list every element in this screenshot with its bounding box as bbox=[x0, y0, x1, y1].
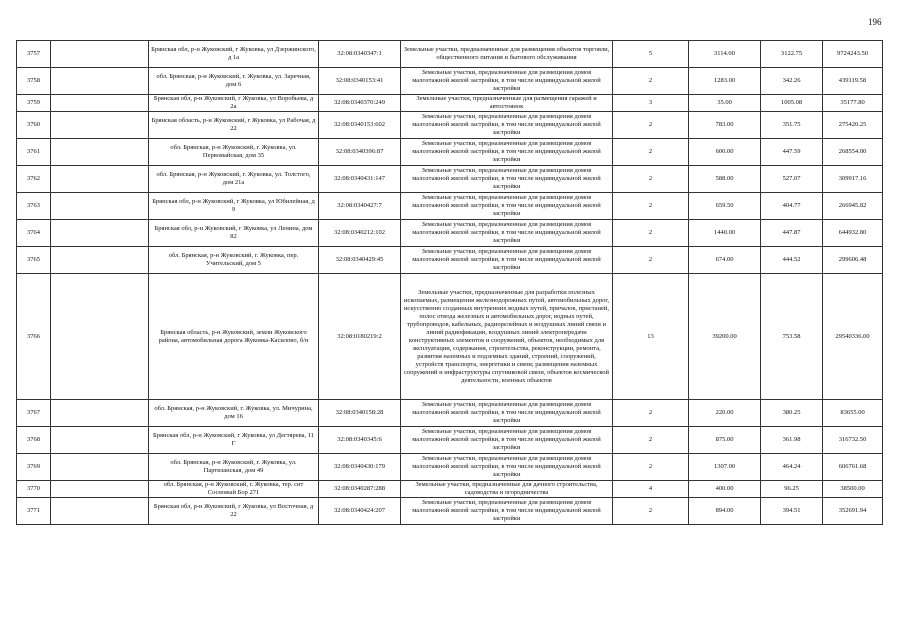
cadastral-number-cell: 32:08:0340370:249 bbox=[319, 95, 401, 112]
row-number: 3763 bbox=[17, 193, 51, 220]
land-use-cell: Земельные участки, предназначенные для размещения домов малоэтажной жилой застройки, в том числе индивидуальной жилой застройки bbox=[401, 498, 613, 525]
row-number: 3769 bbox=[17, 454, 51, 481]
group-cell: 2 bbox=[613, 220, 689, 247]
area-cell: 220.00 bbox=[689, 400, 761, 427]
cadastral-number-cell: 32:08:0340430:179 bbox=[319, 454, 401, 481]
cadastral-value-cell: 299606.48 bbox=[823, 247, 883, 274]
cadastral-number-cell: 32:08:0340347:1 bbox=[319, 41, 401, 68]
cadastral-number-cell: 32:08:0340424:207 bbox=[319, 498, 401, 525]
specific-value-cell: 351.75 bbox=[761, 112, 823, 139]
address-cell: Брянская область, р-н Жуковский, земли Жуковского района, автомобильная дорога Жуковка-Касилово, б/н bbox=[149, 274, 319, 400]
blank-cell bbox=[51, 427, 149, 454]
blank-cell bbox=[51, 193, 149, 220]
table-row bbox=[17, 112, 883, 139]
cadastral-value-cell: 352691.94 bbox=[823, 498, 883, 525]
land-use-cell: Земельные участки, предназначенные для размещения домов малоэтажной жилой застройки, в том числе индивидуальной жилой застройки bbox=[401, 454, 613, 481]
cadastral-number-cell: 32:08:0340153:602 bbox=[319, 112, 401, 139]
cadastral-value-cell: 38500.00 bbox=[823, 481, 883, 498]
land-use-cell: Земельные участки, предназначенные для размещения домов малоэтажной жилой застройки, в том числе индивидуальной жилой застройки bbox=[401, 68, 613, 95]
table-row bbox=[17, 427, 883, 454]
group-cell: 2 bbox=[613, 247, 689, 274]
specific-value-cell: 404.77 bbox=[761, 193, 823, 220]
area-cell: 35.00 bbox=[689, 95, 761, 112]
group-cell: 13 bbox=[613, 274, 689, 400]
table-row bbox=[17, 454, 883, 481]
area-cell: 600.00 bbox=[689, 139, 761, 166]
table-row bbox=[17, 498, 883, 525]
blank-cell bbox=[51, 274, 149, 400]
row-number: 3762 bbox=[17, 166, 51, 193]
blank-cell bbox=[51, 220, 149, 247]
group-cell: 2 bbox=[613, 400, 689, 427]
group-cell: 2 bbox=[613, 112, 689, 139]
specific-value-cell: 444.52 bbox=[761, 247, 823, 274]
area-cell: 3114.00 bbox=[689, 41, 761, 68]
row-number: 3771 bbox=[17, 498, 51, 525]
group-cell: 2 bbox=[613, 166, 689, 193]
address-cell: обл. Брянская, р-н Жуковский, г. Жуковка, пер. Учительский, дом 5 bbox=[149, 247, 319, 274]
area-cell: 894.00 bbox=[689, 498, 761, 525]
cadastral-value-cell: 268554.00 bbox=[823, 139, 883, 166]
address-cell: Брянская обл, р-н Жуковский, г Жуковка, ул Восточная, д 22 bbox=[149, 498, 319, 525]
specific-value-cell: 3122.75 bbox=[761, 41, 823, 68]
specific-value-cell: 394.51 bbox=[761, 498, 823, 525]
address-cell: обл. Брянская, р-н Жуковский, г. Жуковка, ул. Первомайская, дом 35 bbox=[149, 139, 319, 166]
area-cell: 674.00 bbox=[689, 247, 761, 274]
specific-value-cell: 447.59 bbox=[761, 139, 823, 166]
blank-cell bbox=[51, 481, 149, 498]
specific-value-cell: 1005.08 bbox=[761, 95, 823, 112]
group-cell: 2 bbox=[613, 454, 689, 481]
blank-cell bbox=[51, 166, 149, 193]
specific-value-cell: 380.25 bbox=[761, 400, 823, 427]
group-cell: 5 bbox=[613, 41, 689, 68]
cadastral-number-cell: 32:08:0340427:7 bbox=[319, 193, 401, 220]
group-cell: 2 bbox=[613, 498, 689, 525]
table-row bbox=[17, 41, 883, 68]
cadastral-number-cell: 32:08:0340212:102 bbox=[319, 220, 401, 247]
specific-value-cell: 527.07 bbox=[761, 166, 823, 193]
area-cell: 39200.00 bbox=[689, 274, 761, 400]
specific-value-cell: 447.87 bbox=[761, 220, 823, 247]
row-number: 3760 bbox=[17, 112, 51, 139]
table-row bbox=[17, 481, 883, 498]
cadastral-value-cell: 439119.58 bbox=[823, 68, 883, 95]
cadastral-value-cell: 275420.25 bbox=[823, 112, 883, 139]
area-cell: 1440.00 bbox=[689, 220, 761, 247]
cadastral-value-cell: 29540336.00 bbox=[823, 274, 883, 400]
blank-cell bbox=[51, 95, 149, 112]
cadastral-number-cell: 32:08:0340431:147 bbox=[319, 166, 401, 193]
cadastral-value-cell: 316732.50 bbox=[823, 427, 883, 454]
cadastral-number-cell: 32:08:0340158:28 bbox=[319, 400, 401, 427]
specific-value-cell: 753.58 bbox=[761, 274, 823, 400]
address-cell: обл. Брянская, р-н Жуковский, г. Жуковка, тер. снт Сосновый Бор 271 bbox=[149, 481, 319, 498]
land-use-cell: Земельные участки, предназначенные для размещения домов малоэтажной жилой застройки, в том числе индивидуальной жилой застройки bbox=[401, 139, 613, 166]
row-number: 3758 bbox=[17, 68, 51, 95]
cadastral-number-cell: 32:08:0340153:41 bbox=[319, 68, 401, 95]
group-cell: 2 bbox=[613, 68, 689, 95]
area-cell: 659.50 bbox=[689, 193, 761, 220]
area-cell: 588.00 bbox=[689, 166, 761, 193]
blank-cell bbox=[51, 139, 149, 166]
specific-value-cell: 342.26 bbox=[761, 68, 823, 95]
specific-value-cell: 361.98 bbox=[761, 427, 823, 454]
address-cell: Брянская обл, р-н Жуковский, г Жуковка, ул Воробьева, д 2а bbox=[149, 95, 319, 112]
area-cell: 1283.00 bbox=[689, 68, 761, 95]
address-cell: Брянская обл, р-н Жуковский, г Жуковка, ул Дзержинского, д 1а bbox=[149, 41, 319, 68]
blank-cell bbox=[51, 247, 149, 274]
cadastral-value-cell: 309917.16 bbox=[823, 166, 883, 193]
row-number: 3767 bbox=[17, 400, 51, 427]
group-cell: 4 bbox=[613, 481, 689, 498]
row-number: 3757 bbox=[17, 41, 51, 68]
address-cell: Брянская область, р-н Жуковский, г Жуковка, ул Рабочая, д 22 bbox=[149, 112, 319, 139]
land-use-cell: Земельные участки, предназначенные для размещения домов малоэтажной жилой застройки, в том числе индивидуальной жилой застройки bbox=[401, 427, 613, 454]
cadastral-value-cell: 266945.82 bbox=[823, 193, 883, 220]
table-row bbox=[17, 95, 883, 112]
land-use-cell: Земельные участки, предназначенные для размещения домов малоэтажной жилой застройки, в том числе индивидуальной жилой застройки bbox=[401, 166, 613, 193]
cadastral-number-cell: 32:08:0340429:45 bbox=[319, 247, 401, 274]
group-cell: 2 bbox=[613, 427, 689, 454]
cadastral-value-cell: 83655.00 bbox=[823, 400, 883, 427]
area-cell: 1307.00 bbox=[689, 454, 761, 481]
row-number: 3766 bbox=[17, 274, 51, 400]
blank-cell bbox=[51, 68, 149, 95]
table-row bbox=[17, 166, 883, 193]
area-cell: 875.00 bbox=[689, 427, 761, 454]
blank-cell bbox=[51, 498, 149, 525]
address-cell: обл. Брянская, р-н Жуковский, г. Жуковка, ул. Заречная, дом 6 bbox=[149, 68, 319, 95]
specific-value-cell: 96.25 bbox=[761, 481, 823, 498]
cadastral-registry-table bbox=[16, 40, 883, 525]
address-cell: Брянская обл, р-н Жуковский, г Жуковка, ул Ленина, дом 82 bbox=[149, 220, 319, 247]
table-row bbox=[17, 193, 883, 220]
address-cell: Брянская обл, р-н Жуковский, г Жуковка, ул Юбилейная, д 9 bbox=[149, 193, 319, 220]
table-row bbox=[17, 247, 883, 274]
row-number: 3768 bbox=[17, 427, 51, 454]
address-cell: обл. Брянская, р-н Жуковский, г. Жуковка, ул. Толстого, дом 21а bbox=[149, 166, 319, 193]
land-use-cell: Земельные участки, предназначенные для разработки полезных ископаемых, размещения железнодорожных путей, автомобильных дорог, искусственно созданных внутренних водных путей, причалов, пристаней, полос отвода железных и автомобильных дорог, водных путей, трубопроводов, кабельных, радиорелейных и воздушных линий связи и линий радиофикации, воздушных линий электропередачи конструктивных элементов и сооружений, объектов, необходимых для эксплуатации, содержания, строительства, реконструкции, ремонта, развития наземных и подземных зданий, строений, сооружений, устройств транспорта, энергетики и связи; размещения наземных сооружений и инфраструктуры спутниковой связи, объектов космической деятельности, военных объектов bbox=[401, 274, 613, 400]
blank-cell bbox=[51, 112, 149, 139]
table-row bbox=[17, 400, 883, 427]
table-row bbox=[17, 68, 883, 95]
table-row bbox=[17, 220, 883, 247]
blank-cell bbox=[51, 454, 149, 481]
page-number: 196 bbox=[868, 17, 882, 27]
area-cell: 400.00 bbox=[689, 481, 761, 498]
cadastral-value-cell: 9724243.50 bbox=[823, 41, 883, 68]
table-body bbox=[17, 41, 883, 525]
row-number: 3764 bbox=[17, 220, 51, 247]
cadastral-value-cell: 35177.80 bbox=[823, 95, 883, 112]
cadastral-number-cell: 32:08:0340396:87 bbox=[319, 139, 401, 166]
row-number: 3770 bbox=[17, 481, 51, 498]
specific-value-cell: 464.24 bbox=[761, 454, 823, 481]
row-number: 3759 bbox=[17, 95, 51, 112]
land-use-cell: Земельные участки, предназначенные для размещения домов малоэтажной жилой застройки, в том числе индивидуальной жилой застройки bbox=[401, 220, 613, 247]
group-cell: 2 bbox=[613, 193, 689, 220]
area-cell: 783.00 bbox=[689, 112, 761, 139]
group-cell: 3 bbox=[613, 95, 689, 112]
land-use-cell: Земельные участки, предназначенные для размещения домов малоэтажной жилой застройки, в том числе индивидуальной жилой застройки bbox=[401, 400, 613, 427]
land-use-cell: Земельные участки, предназначенные для размещения домов малоэтажной жилой застройки, в том числе индивидуальной жилой застройки bbox=[401, 112, 613, 139]
table-row bbox=[17, 274, 883, 400]
land-use-cell: Земельные участки, предназначенные для размещения гаражей и автостоянок bbox=[401, 95, 613, 112]
land-use-cell: Земельные участки, предназначенные для размещения домов малоэтажной жилой застройки, в том числе индивидуальной жилой застройки bbox=[401, 247, 613, 274]
cadastral-number-cell: 32:08:0340345:6 bbox=[319, 427, 401, 454]
table-row bbox=[17, 139, 883, 166]
cadastral-number-cell: 32:08:0180219:2 bbox=[319, 274, 401, 400]
row-number: 3765 bbox=[17, 247, 51, 274]
address-cell: Брянская обл, р-н Жуковский, г Жуковка, ул Дегтярева, 11 Г bbox=[149, 427, 319, 454]
address-cell: обл. Брянская, р-н Жуковский, г. Жуковка, ул. Мичурина, дом 16 bbox=[149, 400, 319, 427]
row-number: 3761 bbox=[17, 139, 51, 166]
cadastral-value-cell: 644932.80 bbox=[823, 220, 883, 247]
group-cell: 2 bbox=[613, 139, 689, 166]
address-cell: обл. Брянская, р-н Жуковский, г. Жуковка, ул. Партизанская, дом 49 bbox=[149, 454, 319, 481]
blank-cell bbox=[51, 400, 149, 427]
blank-cell bbox=[51, 41, 149, 68]
cadastral-value-cell: 606761.68 bbox=[823, 454, 883, 481]
land-use-cell: Земельные участки, предназначенные для дачного строительства, садоводства и огородничества bbox=[401, 481, 613, 498]
cadastral-number-cell: 32:08:0340287:288 bbox=[319, 481, 401, 498]
land-use-cell: Земельные участки, предназначенные для размещения объектов торговли, общественного питания и бытового обслуживания bbox=[401, 41, 613, 68]
land-use-cell: Земельные участки, предназначенные для размещения домов малоэтажной жилой застройки, в том числе индивидуальной жилой застройки bbox=[401, 193, 613, 220]
